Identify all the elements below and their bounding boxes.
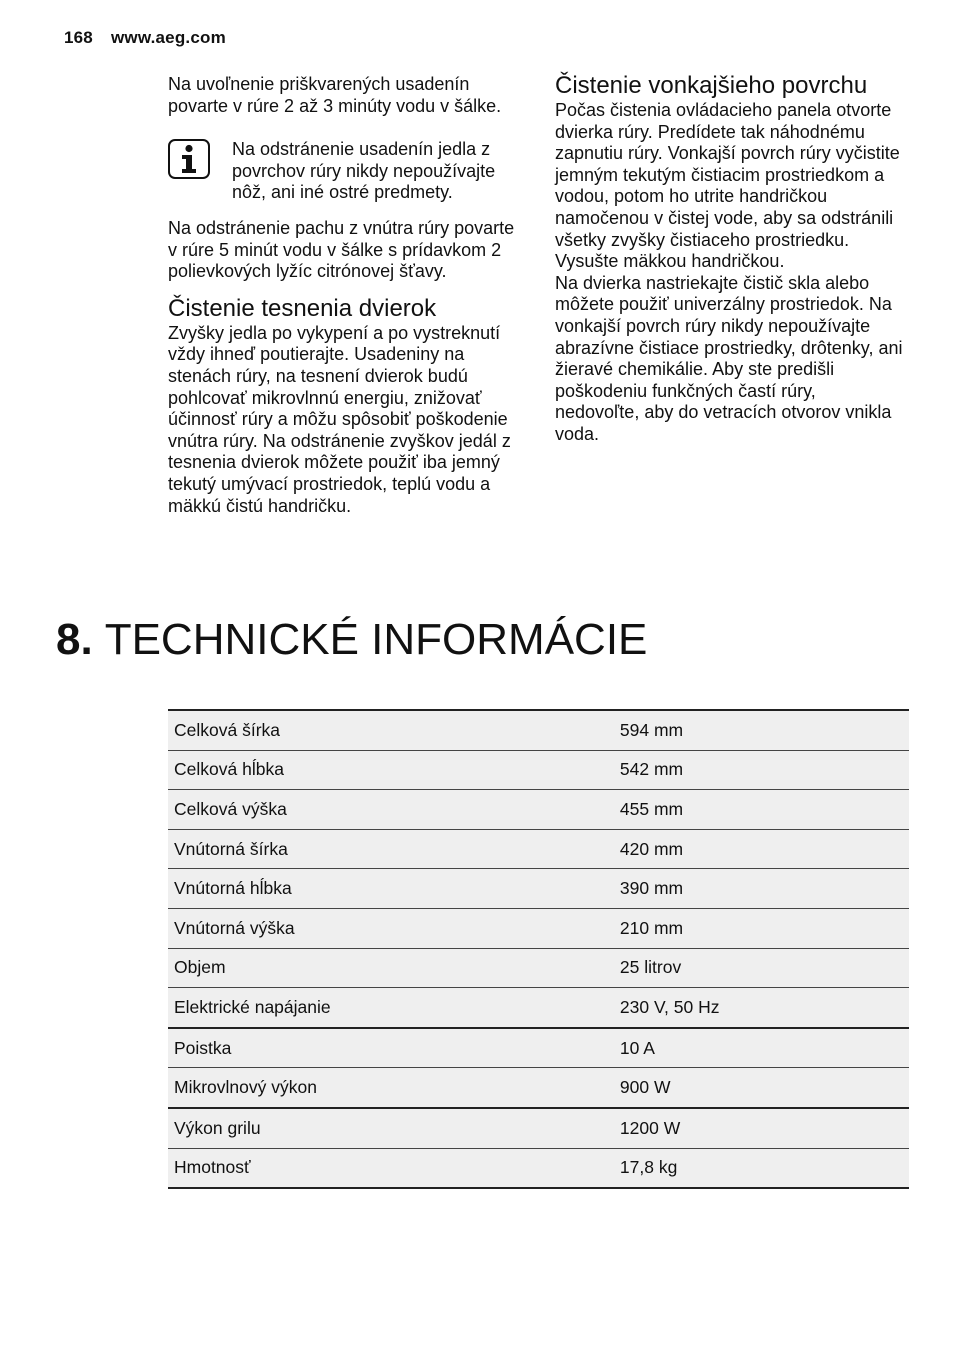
door-seal-heading: Čistenie tesnenia dvierok bbox=[168, 294, 437, 322]
spec-value: 230 V, 50 Hz bbox=[614, 988, 909, 1028]
spec-value: 455 mm bbox=[614, 790, 909, 830]
table-row bbox=[168, 710, 909, 750]
spec-label: Celková hĺbka bbox=[168, 750, 614, 790]
spec-label: Mikrovlnový výkon bbox=[168, 1068, 614, 1108]
info-note bbox=[168, 139, 528, 204]
spec-label: Vnútorná hĺbka bbox=[168, 869, 614, 909]
spec-label: Vnútorná šírka bbox=[168, 829, 614, 869]
table-row bbox=[168, 988, 909, 1028]
spec-value: 594 mm bbox=[614, 710, 909, 750]
exterior-cleaning-heading: Čistenie vonkajšieho povrchu bbox=[555, 72, 868, 99]
table-row bbox=[168, 1028, 909, 1068]
door-seal-paragraph: Zvyšky jedla po vykypení a po vystreknutí vždy ihneď poutierajte. Usadeniny na stenách rúry, na tesnení dvierok budú pohlcovať mikrovlnnú energiu, znižovať účinnosť rúry a môžu spôsobiť poškodenie vnútra rúry. Na odstránenie zvyškov jedál z tesnenia dvierok môžete použiť iba jemný tekutý umývací prostriedok, teplú vodu a mäkkú čistú handričku. bbox=[168, 322, 511, 516]
table-row bbox=[168, 829, 909, 869]
page-number: 168 bbox=[64, 28, 93, 47]
spec-value: 1200 W bbox=[614, 1108, 909, 1148]
spec-label: Poistka bbox=[168, 1028, 614, 1068]
spec-label: Výkon grilu bbox=[168, 1108, 614, 1148]
page-header bbox=[64, 28, 226, 48]
exterior-cleaning-paragraph: Počas čistenia ovládacieho panela otvorte dvierka rúry. Predídete tak náhodnému zapnutiu rúry. Vonkajší povrch rúry vyčistite jemným tekutým čistiacim prostriedkom a vodou, potom ho utrite handričkou namočenou v čistej vode, aby sa odstránili všetky zvyšky čistiaceho prostriedku. Vysušte mäkkou handričkou. bbox=[555, 100, 900, 272]
left-column bbox=[168, 74, 528, 517]
spec-label: Elektrické napájanie bbox=[168, 988, 614, 1028]
table-row bbox=[168, 1108, 909, 1148]
spec-label: Objem bbox=[168, 948, 614, 988]
technical-data-table bbox=[168, 709, 909, 1189]
spec-label: Vnútorná výška bbox=[168, 908, 614, 948]
table-row bbox=[168, 790, 909, 830]
spec-value: 17,8 kg bbox=[614, 1148, 909, 1188]
table-row bbox=[168, 1148, 909, 1188]
chapter-title bbox=[56, 614, 647, 666]
spec-value: 900 W bbox=[614, 1068, 909, 1108]
spec-value: 25 litrov bbox=[614, 948, 909, 988]
burnt-residue-paragraph: Na uvoľnenie priškvarených usadenín povarte v rúre 2 až 3 minúty vodu v šálke. bbox=[168, 74, 502, 116]
door-glass-paragraph: Na dvierka nastriekajte čistič skla alebo môžete použiť univerzálny prostriedok. Na vonkajší povrch rúry nikdy nepoužívajte abrazívne čistiace prostriedky, drôtenky, ani žieravé chemikálie. Aby ste predišli poškodeniu funkčných častí rúry, nedovoľte, aby do vetracích otvorov vnikla voda. bbox=[555, 272, 903, 444]
table-row bbox=[168, 750, 909, 790]
odour-paragraph: Na odstránenie pachu z vnútra rúry povarte v rúre 5 minút vodu v šálke s prídavkom 2 polievkových lyžíc citrónovej šťavy. bbox=[168, 217, 515, 282]
spec-value: 542 mm bbox=[614, 750, 909, 790]
spec-label: Celková výška bbox=[168, 790, 614, 830]
spec-label: Hmotnosť bbox=[168, 1148, 614, 1188]
table-row bbox=[168, 908, 909, 948]
spec-value: 210 mm bbox=[614, 908, 909, 948]
table-row bbox=[168, 948, 909, 988]
site-link[interactable]: www.aeg.com bbox=[110, 28, 226, 47]
table-row bbox=[168, 869, 909, 909]
info-icon bbox=[168, 139, 210, 179]
chapter-number: 8. bbox=[56, 615, 93, 664]
spec-label: Celková šírka bbox=[168, 710, 614, 750]
chapter-title-text: TECHNICKÉ INFORMÁCIE bbox=[104, 615, 648, 664]
right-column bbox=[555, 74, 905, 446]
spec-value: 420 mm bbox=[614, 829, 909, 869]
spec-value: 390 mm bbox=[614, 869, 909, 909]
table-row bbox=[168, 1068, 909, 1108]
spec-value: 10 A bbox=[614, 1028, 909, 1068]
info-note-text: Na odstránenie usadenín jedla z povrchov rúry nikdy nepoužívajte nôž, ani iné ostré predmety. bbox=[232, 139, 496, 203]
